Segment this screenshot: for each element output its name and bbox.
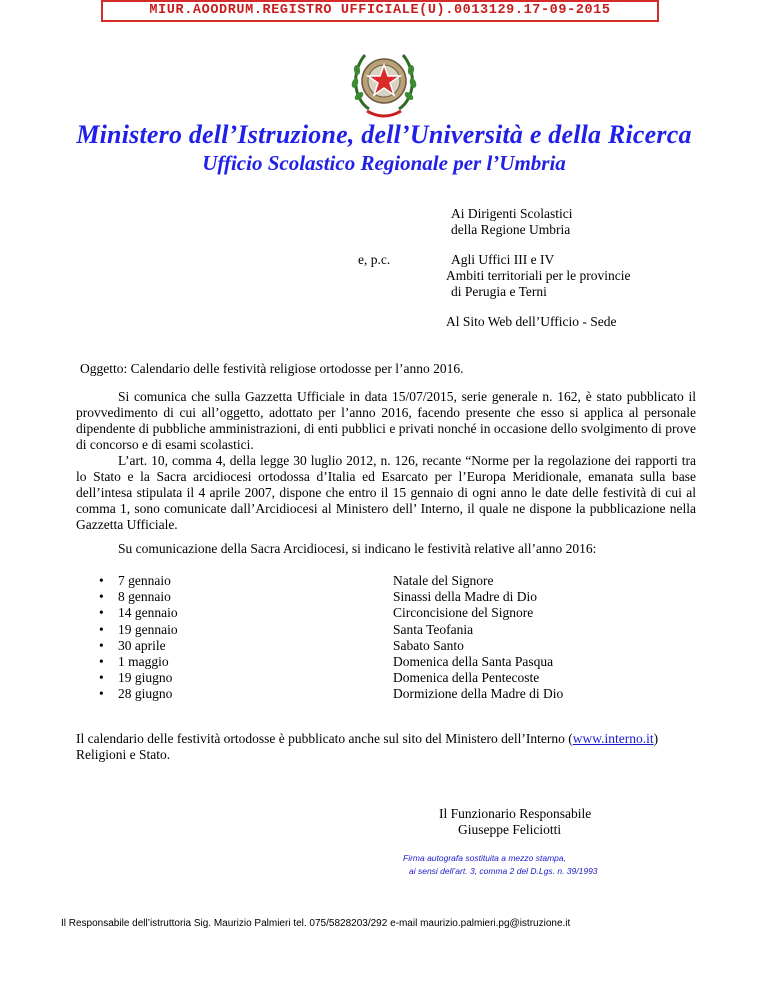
closing-line: Religioni e Stato. <box>76 747 171 762</box>
paragraph: Si comunica che sulla Gazzetta Ufficiale in data 15/07/2015, serie generale n. 162, è stato pubblicato il provvedimento di cui all’oggetto, adottato per l’anno 2016, facendo presente che esso si applica al personale dipendente di pubbliche amministrazioni, di enti pubblici e privati nonché in occasione dello svolgimento di prove di concorso e di esami scolastici. <box>76 389 696 452</box>
signature-name: Giuseppe Feliciotti <box>458 822 562 837</box>
recipient-line: Al Sito Web dell’Ufficio - Sede <box>446 314 617 329</box>
holiday-names-list <box>393 573 563 703</box>
signature-note: ai sensi dell’art. 3, comma 2 del D.Lgs. n. 39/1993 <box>409 866 598 876</box>
list-item: • 19 gennaio <box>99 621 178 637</box>
signature-role: Il Funzionario Responsabile <box>439 806 592 821</box>
paragraph: L’art. 10, comma 4, della legge 30 luglio 2012, n. 126, recante “Norme per la regolazione dei rapporti tra lo Stato e la Sacra arcidiocesi ortodossa d’Italia ed Esarcato per l’Europa Meridionale, emanata sulla base dell’intesa stipulata il 4 aprile 2007, dispone che entro il 15 gennaio di ogni anno le date delle festività di cui al comma 1, sono comunicate dall’Arcidiocesi al Ministero dell’ Interno, il quale ne dispone la pubblicazione nella Gazzetta Ufficiale. <box>76 453 696 532</box>
recipient-line: di Perugia e Terni <box>451 284 547 299</box>
holiday-name: Domenica della Santa Pasqua <box>393 653 554 669</box>
protocol-stamp: MIUR.AOODRUM.REGISTRO UFFICIALE(U).0013129.17-09-2015 <box>101 0 659 22</box>
holiday-name: Natale del Signore <box>393 573 494 588</box>
cc-label: e, p.c. <box>358 252 391 267</box>
recipient-line: della Regione Umbria <box>451 222 571 237</box>
list-item: • 19 giugno <box>99 670 173 686</box>
recipient-line: Ambiti territoriali per le provincie <box>446 268 631 283</box>
recipient-line: Agli Uffici III e IV <box>451 252 555 267</box>
footer-contact: Il Responsabile dell’istruttoria Sig. Maurizio Palmieri tel. 075/5828203/292 e-mail maurizio.palmieri.pg@istruzione.it <box>61 918 571 929</box>
subject-line: Oggetto: Calendario delle festività religiose ortodosse per l’anno 2016. <box>80 361 464 376</box>
office-title: Ufficio Scolastico Regionale per l’Umbria <box>202 151 566 175</box>
interno-link[interactable]: www.interno.it <box>572 731 654 746</box>
list-item: • 28 giugno <box>99 686 173 702</box>
holiday-name: Sinassi della Madre di Dio <box>393 589 537 605</box>
holiday-name: Dormizione della Madre di Dio <box>393 686 564 702</box>
signature-note: Firma autografa sostituita a mezzo stampa, <box>403 853 566 863</box>
ministry-title: Ministero dell’Istruzione, dell’Università e della Ricerca <box>76 120 692 149</box>
holiday-dates-list <box>99 573 178 703</box>
list-item: • 8 gennaio <box>99 589 171 605</box>
paragraph: Su comunicazione della Sacra Arcidiocesi, si indicano le festività relative all’anno 2016: <box>118 541 597 556</box>
list-item: • 7 gennaio <box>99 573 171 588</box>
holiday-name: Sabato Santo <box>393 637 464 653</box>
holiday-name: Santa Teofania <box>393 621 474 637</box>
holiday-name: Circoncisione del Signore <box>393 605 534 621</box>
closing-paragraph: Il calendario delle festività ortodosse è pubblicato anche sul sito del Ministero dell’Interno (www.interno.it) <box>76 731 659 746</box>
recipient-line: Ai Dirigenti Scolastici <box>451 206 573 221</box>
italian-republic-emblem-icon <box>349 41 419 123</box>
list-item: • 1 maggio <box>99 653 169 669</box>
list-item: • 14 gennaio <box>99 605 178 621</box>
list-item: • 30 aprile <box>99 637 166 653</box>
holiday-name: Domenica della Pentecoste <box>393 670 540 686</box>
